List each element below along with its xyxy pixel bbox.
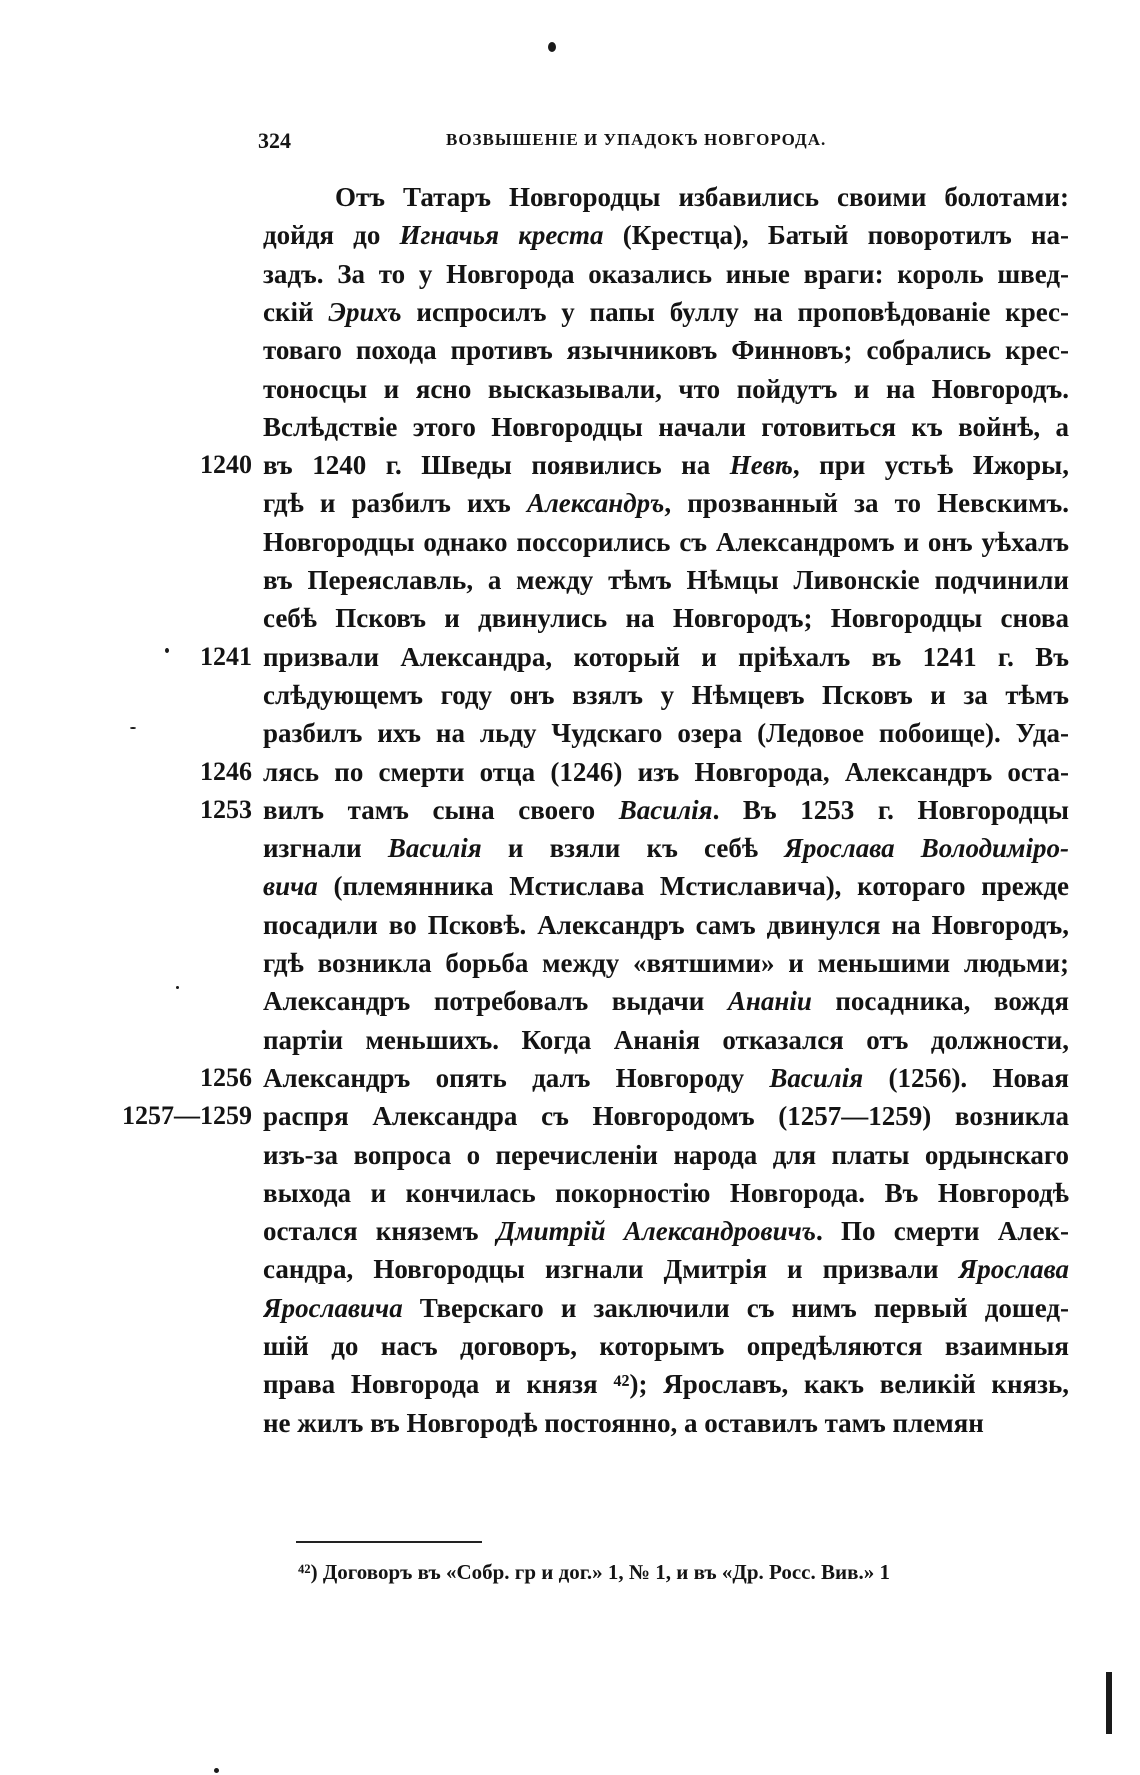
text-run: гдѣ и разбилъ ихъ	[263, 488, 527, 518]
text-line	[263, 944, 1069, 982]
text-run: въ 1240 г. Шведы появились на	[263, 450, 730, 480]
text-run: изъ-за вопроса о перечисленіи народа для платы ордынскаго	[263, 1140, 1069, 1170]
text-run: и взяли къ себѣ	[481, 833, 785, 863]
ink-speck	[130, 727, 136, 729]
ink-speck	[548, 42, 556, 52]
text-run: посадили во Псковѣ. Александръ самъ двинулся на Новгородъ,	[263, 910, 1069, 940]
margin-year: 1256	[200, 1063, 252, 1092]
text-line	[263, 1021, 1069, 1059]
text-line	[263, 1212, 1069, 1250]
italic-name: Игначья креста	[399, 220, 604, 250]
text-line	[263, 1327, 1069, 1365]
text-line	[263, 1365, 1069, 1403]
margin-year: 1253	[200, 795, 252, 824]
text-run: лясь по смерти отца (1246) изъ Новгорода, Александръ оста-	[263, 757, 1069, 787]
text-line	[263, 638, 1069, 676]
italic-name: Эрихъ	[328, 297, 402, 327]
text-run: скій	[263, 297, 329, 327]
text-line	[263, 1404, 1069, 1442]
italic-name: Ярославича	[263, 1293, 403, 1323]
text-line	[263, 331, 1069, 369]
text-run: посадника, вождя	[811, 986, 1069, 1016]
text-line	[263, 1250, 1069, 1288]
text-line	[263, 408, 1069, 446]
text-run: шій до насъ договоръ, которымъ опредѣляются взаимныя	[263, 1331, 1069, 1361]
text-line	[263, 982, 1069, 1020]
italic-name: Дмитрій Александровичъ	[496, 1216, 817, 1246]
text-line	[263, 446, 1069, 484]
text-line	[263, 370, 1069, 408]
text-run: гдѣ возникла борьба между «вятшими» и меньшими людьми;	[263, 948, 1069, 978]
text-line	[263, 1174, 1069, 1212]
ink-speck	[214, 1768, 219, 1773]
text-run: распря Александра съ Новгородомъ (1257—1259) возникла	[263, 1101, 1069, 1131]
margin-year: 1241	[200, 642, 252, 671]
italic-name: вича	[263, 871, 318, 901]
text-run: тоносцы и ясно высказывали, что пойдутъ и на Новгородъ.	[263, 374, 1069, 404]
text-line	[263, 255, 1069, 293]
text-line	[263, 1136, 1069, 1174]
text-run: призвали Александра, который и пріѣхалъ въ 1241 г. Въ	[263, 642, 1069, 672]
text-line	[263, 484, 1069, 522]
text-line	[263, 676, 1069, 714]
text-run: остался княземъ	[263, 1216, 497, 1246]
text-run: въ Переяславль, а между тѣмъ Нѣмцы Ливонскіе подчинили	[263, 565, 1069, 595]
italic-name: Невѣ	[729, 450, 793, 480]
text-run: , прозванный за то Невскимъ.	[664, 488, 1069, 518]
text-run: (Крестца), Батый поворотилъ на-	[603, 220, 1069, 250]
text-run: (племянника Мстислава Мстиславича), котораго прежде	[317, 871, 1069, 901]
italic-name: Ананіи	[727, 986, 812, 1016]
text-run: не жилъ въ Новгородѣ постоянно, а оставилъ тамъ племян	[263, 1408, 984, 1438]
italic-name: Ярослава Володиміро-	[784, 833, 1069, 863]
text-run: Отъ Татаръ Новгородцы избавились своими болотами:	[263, 182, 1069, 212]
text-line	[263, 714, 1069, 752]
text-run: слѣдующемъ году онъ взялъ у Нѣмцевъ Псковъ и за тѣмъ	[263, 680, 1069, 710]
italic-name: Василія	[769, 1063, 864, 1093]
footnote: ⁴²) Договоръ въ «Собр. гр и дог.» 1, № 1, и въ «Др. Росс. Вив.» 1	[298, 1560, 890, 1584]
italic-name: Ярослава	[958, 1254, 1069, 1284]
page-number: 324	[258, 128, 291, 153]
text-line	[263, 293, 1069, 331]
text-run: Александръ опять далъ Новгороду	[263, 1063, 770, 1093]
text-line	[263, 178, 1069, 216]
italic-name: Василія	[618, 795, 713, 825]
page-edge-mark	[1106, 1672, 1112, 1734]
italic-name: Александръ	[526, 488, 665, 518]
text-run: испросилъ у папы буллу на проповѣдованіе крес-	[401, 297, 1069, 327]
text-line	[263, 561, 1069, 599]
text-run: . Въ 1253 г. Новгородцы	[712, 795, 1069, 825]
footnote-rule	[296, 1541, 482, 1543]
text-run: (1256). Новая	[863, 1063, 1069, 1093]
text-run: . По смерти Алек-	[816, 1216, 1069, 1246]
text-line	[263, 216, 1069, 254]
text-run: товаго похода противъ язычниковъ Финновъ; собрались крес-	[263, 335, 1069, 365]
text-line	[263, 1097, 1069, 1135]
text-line	[263, 1059, 1069, 1097]
ink-speck	[165, 648, 169, 653]
text-run: дойдя до	[263, 220, 400, 250]
text-run: себѣ Псковъ и двинулись на Новгородъ; Новгородцы снова	[263, 603, 1069, 633]
text-line	[263, 906, 1069, 944]
text-run: выхода и кончилась покорностію Новгорода. Въ Новгородѣ	[263, 1178, 1069, 1208]
text-run: партіи меньшихъ. Когда Ананія отказался отъ должности,	[263, 1025, 1069, 1055]
ink-speck	[176, 986, 179, 989]
text-line	[263, 791, 1069, 829]
text-run: задъ. За то у Новгорода оказались иные враги: король швед-	[263, 259, 1069, 289]
text-run: Новгородцы однако поссорились съ Александромъ и онъ уѣхалъ	[263, 527, 1069, 557]
text-line	[263, 753, 1069, 791]
text-run: изгнали	[263, 833, 388, 863]
text-line	[263, 867, 1069, 905]
text-run: , при устьѣ Ижоры,	[792, 450, 1069, 480]
italic-name: Василія	[387, 833, 482, 863]
text-run: Тверскаго и заключили съ нимъ первый дошед-	[402, 1293, 1069, 1323]
text-run: права Новгорода и князя ⁴²); Ярославъ, какъ великій князь,	[263, 1369, 1069, 1399]
text-line	[263, 523, 1069, 561]
text-run: Вслѣдствіе этого Новгородцы начали готовиться къ войнѣ, а	[263, 412, 1069, 442]
text-line	[263, 599, 1069, 637]
text-run: вилъ тамъ сына своего	[263, 795, 619, 825]
text-line	[263, 1289, 1069, 1327]
text-run: сандра, Новгородцы изгнали Дмитрія и призвали	[263, 1254, 959, 1284]
text-run: Александръ потребовалъ выдачи	[263, 986, 728, 1016]
margin-year: 1257—1259	[122, 1101, 252, 1130]
margin-year: 1240	[200, 450, 252, 479]
page-header	[258, 128, 898, 158]
text-line	[263, 829, 1069, 867]
running-title: ВОЗВЫШЕНІЕ И УПАДОКЪ НОВГОРОДА.	[446, 130, 827, 149]
text-run: разбилъ ихъ на льду Чудскаго озера (Ледовое побоище). Уда-	[263, 718, 1069, 748]
margin-year: 1246	[200, 757, 252, 786]
